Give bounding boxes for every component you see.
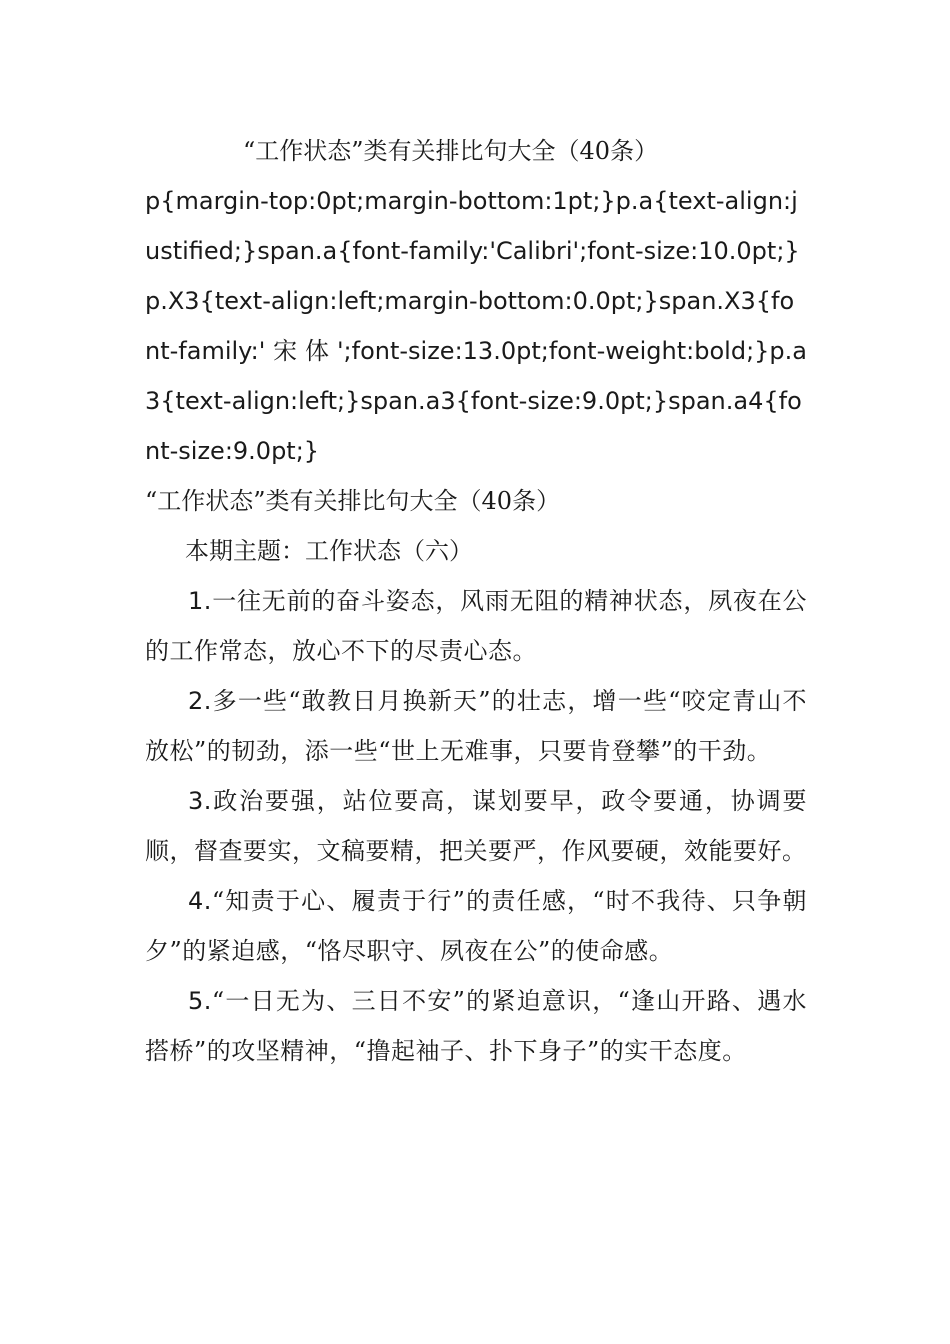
list-item [145,576,807,676]
item-number: 2. [188,687,212,715]
theme-line: 本期主题：工作状态（六） [185,537,473,565]
document-subtitle: “工作状态”类有关排比句大全（40条） [145,487,561,515]
item-number: 4. [188,887,212,915]
css-code-text: p{margin-top:0pt;margin-bottom:1pt;}p.a{text-align:justified;}span.a{font-family:'Calibri';font-size:10.0pt;}p.X3{text-align:left;margin-bottom:0.0pt;}span.X3{font-family:' 宋 体 ';font-size:13.0pt;font-weight:bold;}p.a3{text-align:left;}span.a3{font-size:9.0pt;}span.a4{font-size:9.0pt;} [145,187,807,465]
item-number: 1. [188,587,212,615]
item-text: 多一些“敢教日月换新天”的壮志，增一些“咬定青山不放松”的韧劲，添一些“世上无难事，只要肯登攀”的干劲。 [145,687,807,765]
item-text: “知责于心、履责于行”的责任感，“时不我待、只争朝夕”的紧迫感，“恪尽职守、夙夜在公”的使命感。 [145,887,807,965]
item-number: 3. [188,787,212,815]
document-title: “工作状态”类有关排比句大全（40条） [243,137,659,165]
item-text: 政治要强，站位要高，谋划要早，政令要通，协调要顺，督查要实，文稿要精，把关要严，作风要硬，效能要好。 [145,787,807,865]
list-item [145,976,807,1076]
item-number: 5. [188,987,212,1015]
item-text: 一往无前的奋斗姿态，风雨无阻的精神状态，夙夜在公的工作常态，放心不下的尽责心态。 [145,587,807,665]
document-body [145,126,807,1076]
item-text: “一日无为、三日不安”的紧迫意识，“逢山开路、遇水搭桥”的攻坚精神，“撸起袖子、扑下身子”的实干态度。 [145,987,807,1065]
list-item [145,876,807,976]
list-item [145,676,807,776]
list-item [145,776,807,876]
